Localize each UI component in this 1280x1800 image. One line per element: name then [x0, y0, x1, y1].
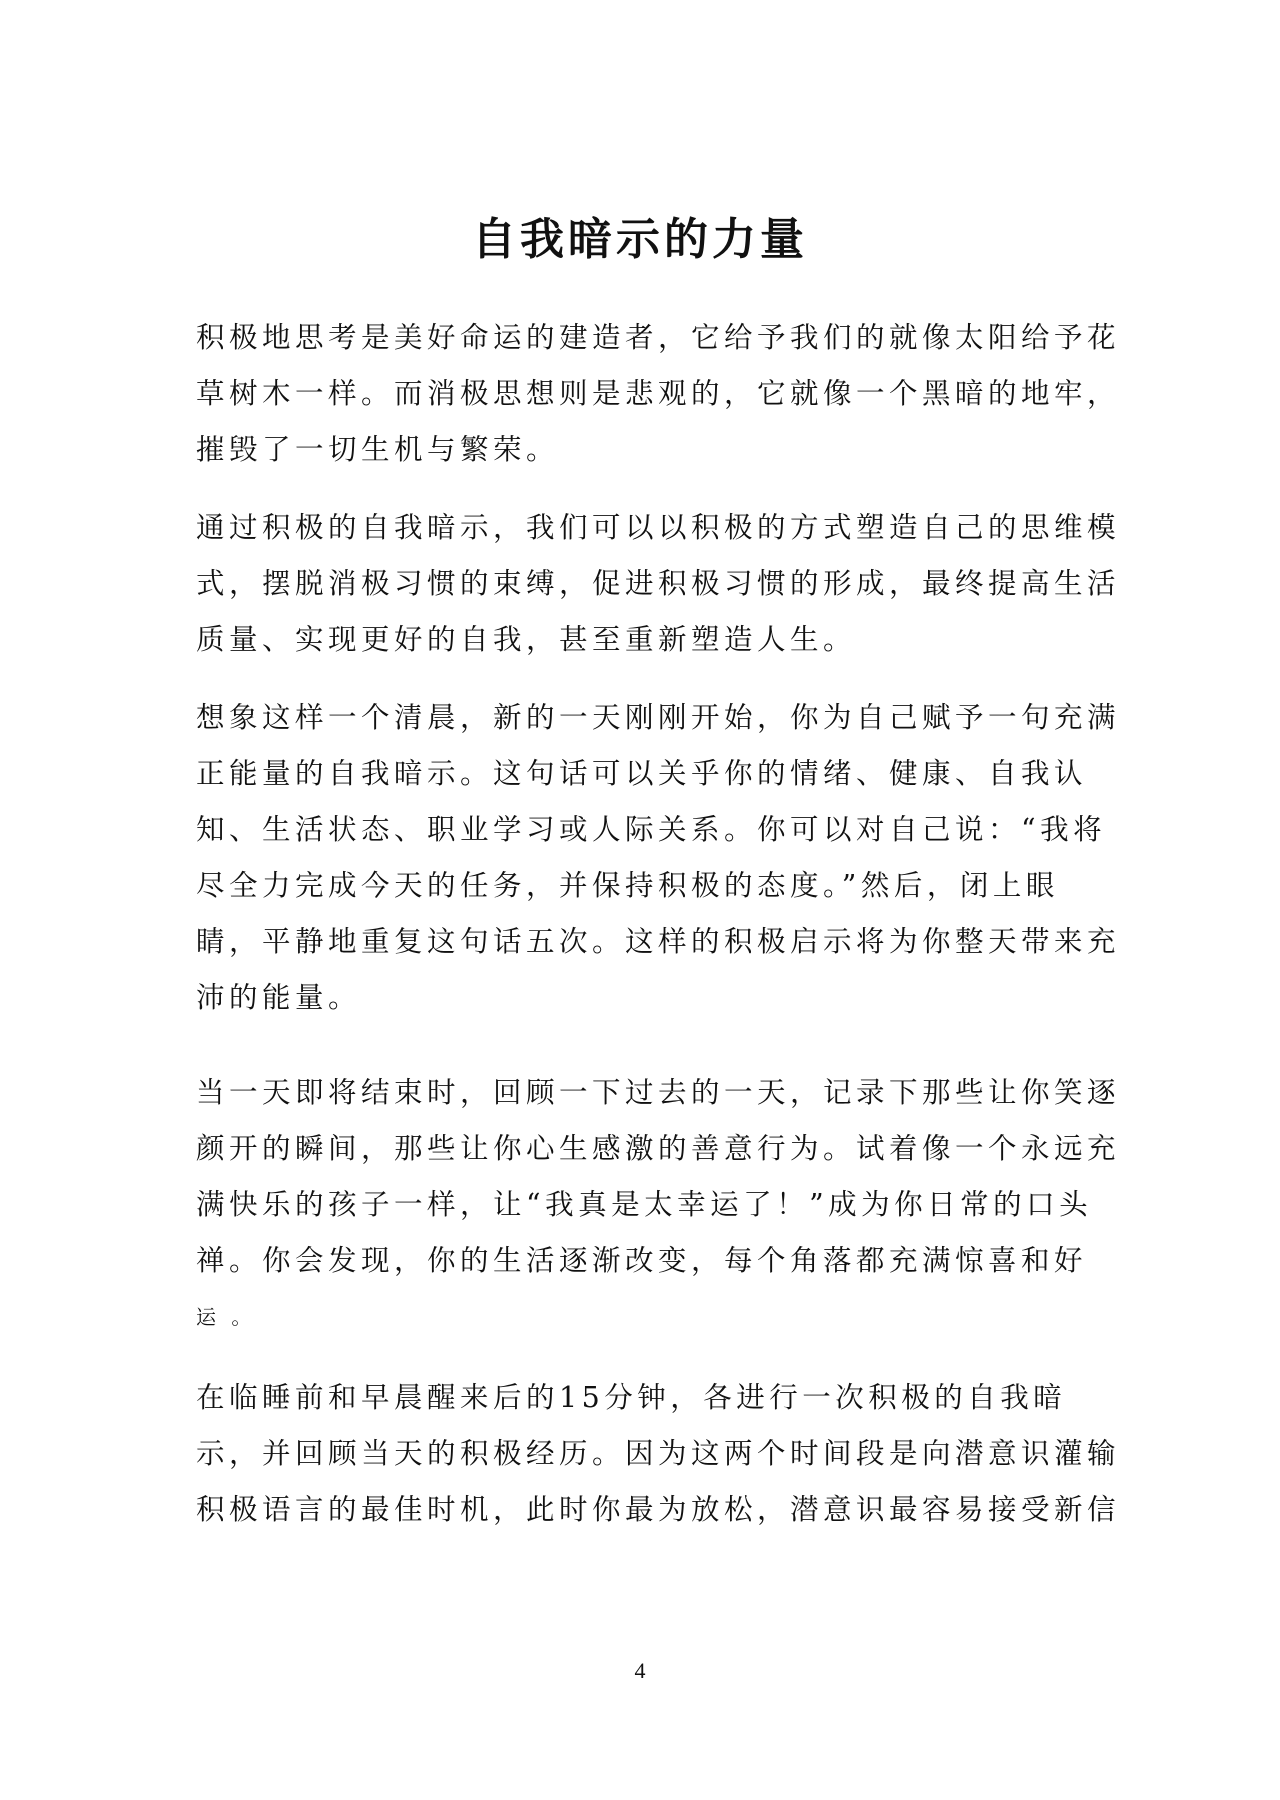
- paragraph-5: [196, 1370, 1121, 1538]
- text-line: 草树木一样。而消极思想则是悲观的，它就像一个黑暗的地牢，: [196, 377, 1121, 410]
- paragraph-4: [196, 1065, 1121, 1345]
- page-title: 自我暗示的力量: [472, 214, 808, 265]
- text-line: 想象这样一个清晨，新的一天刚刚开始，你为自己赋予一句充满: [196, 701, 1121, 734]
- text-line: 正能量的自我暗示。这句话可以关乎你的情绪、健康、自我认: [196, 757, 1088, 790]
- page-number: 4: [634, 1658, 646, 1683]
- text-line: 积极语言的最佳时机，此时你最为放松，潜意识最容易接受新信: [196, 1493, 1121, 1526]
- paragraph-2: [196, 500, 1121, 668]
- text-line: 积极地思考是美好命运的建造者，它给予我们的就像太阳给予花: [196, 321, 1121, 354]
- text-line: 尽全力完成今天的任务，并保持积极的态度。”然后，闭上眼: [196, 869, 1059, 902]
- text-line: 在临睡前和早晨醒来后的15分钟，各进行一次积极的自我暗: [196, 1381, 1067, 1414]
- text-line: 当一天即将结束时，回顾一下过去的一天，记录下那些让你笑逐: [196, 1076, 1121, 1109]
- text-line: 运 。: [196, 1305, 256, 1329]
- paragraph-1: [196, 310, 1121, 478]
- text-line: 睛，平静地重复这句话五次。这样的积极启示将为你整天带来充: [196, 925, 1121, 958]
- text-line: 示，并回顾当天的积极经历。因为这两个时间段是向潜意识灌输: [196, 1437, 1121, 1470]
- text-line: 满快乐的孩子一样，让“我真是太幸运了！”成为你日常的口头: [196, 1188, 1093, 1221]
- text-line: 通过积极的自我暗示，我们可以以积极的方式塑造自己的思维模: [196, 511, 1121, 544]
- text-line: 式，摆脱消极习惯的束缚，促进积极习惯的形成，最终提高生活: [196, 567, 1121, 600]
- text-line: 摧毁了一切生机与繁荣。: [196, 433, 560, 466]
- text-line: 知、生活状态、职业学习或人际关系。你可以对自己说：“我将: [196, 813, 1107, 846]
- text-line: 质量、实现更好的自我，甚至重新塑造人生。: [196, 623, 857, 656]
- text-line: 沛的能量。: [196, 981, 362, 1014]
- text-line: 颜开的瞬间，那些让你心生感激的善意行为。试着像一个永远充: [196, 1132, 1121, 1165]
- paragraph-3: [196, 690, 1121, 1026]
- text-line: 禅。你会发现，你的生活逐渐改变，每个角落都充满惊喜和好: [196, 1244, 1088, 1277]
